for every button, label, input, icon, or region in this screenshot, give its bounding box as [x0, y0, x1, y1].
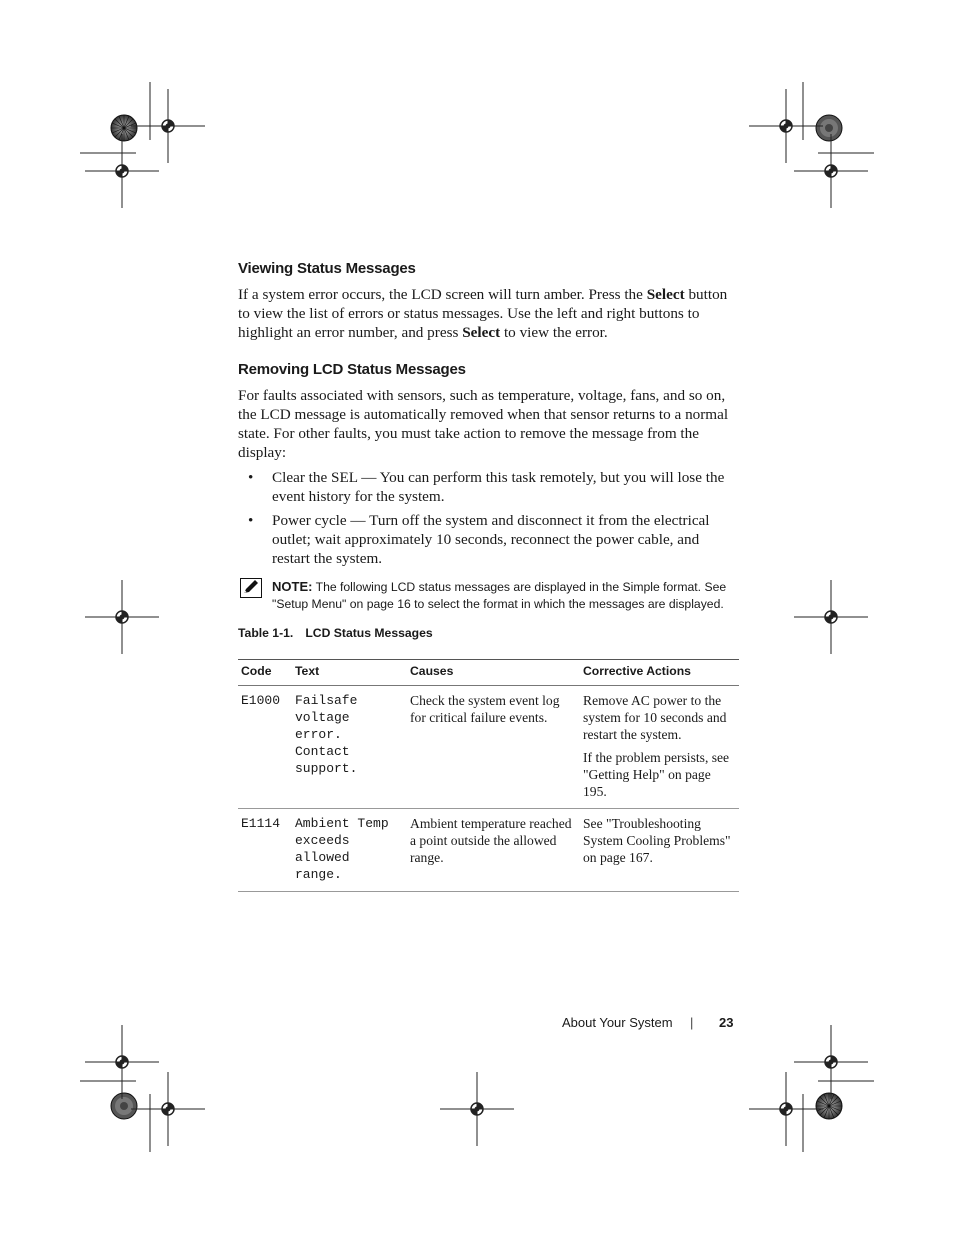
table-caption-title: LCD Status Messages [305, 626, 433, 640]
lcd-status-table [238, 659, 739, 892]
lcd-text-cell [292, 686, 407, 809]
corrective-action-paragraph: If the problem persists, see "Getting Help" on page 195. [583, 750, 730, 799]
footer-separator: | [690, 1015, 694, 1030]
lcd-text-line: Failsafe [295, 693, 358, 708]
cause-cell: Ambient temperature reached a point outside the allowed range. [407, 809, 580, 892]
note-text [272, 578, 748, 613]
lcd-text-line: support. [295, 761, 358, 776]
section-paragraph-viewing-status [238, 285, 738, 342]
section-heading-viewing-status: Viewing Status Messages [238, 260, 416, 277]
note-body: The following LCD status messages are displayed in the Simple format. See "Setup Menu" on page 16 to select the format in which the messages are displayed. [272, 580, 727, 611]
table-row [238, 809, 739, 892]
lcd-text-line: exceeds [295, 833, 350, 848]
lcd-text-line: allowed [295, 850, 350, 865]
registration-star-icon [111, 115, 137, 141]
registration-star-icon [816, 115, 842, 141]
table-caption [238, 626, 433, 640]
column-header-text: Text [292, 660, 407, 686]
column-header-corrective-actions: Corrective Actions [580, 660, 739, 686]
error-code-cell: E1000 [238, 686, 292, 809]
table-caption-number: Table 1-1. [238, 626, 294, 640]
table-row [238, 686, 739, 809]
select-button-term: Select [462, 324, 501, 341]
bullet-dot: • [248, 512, 254, 529]
lcd-text-line: range. [295, 867, 342, 882]
lcd-text-cell [292, 809, 407, 892]
pencil-note-icon [240, 578, 262, 598]
paragraph-text: If a system error occurs, the LCD screen will turn amber. Press the [238, 286, 647, 303]
registration-star-icon [111, 1093, 137, 1119]
lcd-text-line: Contact [295, 744, 350, 759]
select-button-term: Select [646, 286, 685, 303]
corrective-action-cell [580, 809, 739, 892]
column-header-code: Code [238, 660, 292, 686]
paragraph-text: button to view the list of errors or status messages. Use the left and right buttons to highlight an error number, and press [238, 286, 728, 341]
column-header-causes: Causes [407, 660, 580, 686]
corrective-action-paragraph: Remove AC power to the system for 10 seconds and restart the system. [583, 693, 727, 742]
note-label: NOTE: [272, 579, 313, 594]
paragraph-text: to view the error. [500, 324, 608, 341]
corrective-action-cell [580, 686, 739, 809]
lcd-text-line: error. [295, 727, 342, 742]
bullet-text: Clear the SEL — You can perform this task remotely, but you will lose the event history for the system. [272, 469, 725, 505]
cause-cell: Check the system event log for critical failure events. [407, 686, 580, 809]
lcd-text-line: voltage [295, 710, 350, 725]
registration-star-icon [816, 1093, 842, 1119]
corrective-action-paragraph: See "Troubleshooting System Cooling Problems" on page 167. [583, 816, 731, 865]
footer-chapter-title: About Your System [562, 1015, 673, 1030]
bullet-text: Power cycle — Turn off the system and disconnect it from the electrical outlet; wait approximately 10 seconds, reconnect the power cable, and restart the system. [272, 512, 710, 567]
page-number: 23 [719, 1015, 734, 1030]
section-paragraph-removing-lcd: For faults associated with sensors, such as temperature, voltage, fans, and so on, the LCD message is automatically removed when that sensor returns to a normal state. For other faults, you must take action to remove the message from the display: [238, 387, 729, 461]
bullet-dot: • [248, 469, 254, 486]
lcd-text-line: Ambient Temp [295, 816, 389, 831]
error-code-cell: E1114 [238, 809, 292, 892]
table-header-row [238, 660, 739, 686]
section-heading-removing-lcd: Removing LCD Status Messages [238, 361, 466, 378]
